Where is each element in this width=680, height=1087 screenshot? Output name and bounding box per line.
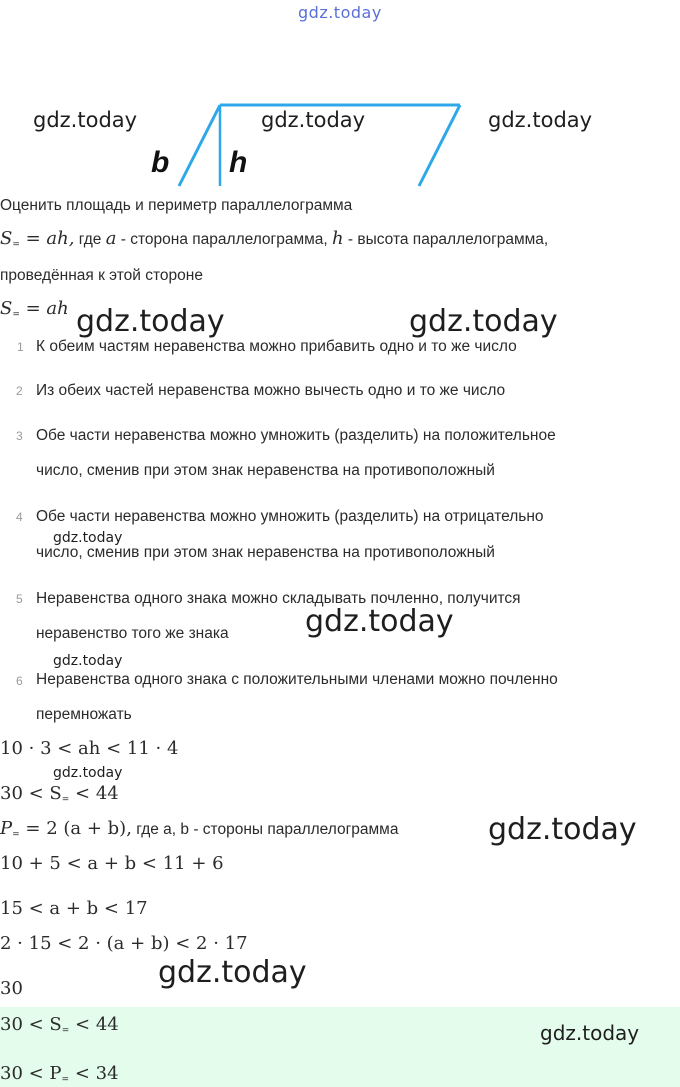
rule-text: число, сменив при этом знак неравенства на противоположный xyxy=(36,544,495,561)
area-desc-1: где xyxy=(74,231,106,248)
area-formula-2-text: = ah xyxy=(25,298,69,319)
rule-number: 1 xyxy=(17,340,24,354)
rule-number: 3 xyxy=(16,429,23,443)
parallelogram-right-side xyxy=(419,105,460,186)
rule-text: Обе части неравенства можно умножить (разделить) на отрицательно xyxy=(36,508,544,525)
math-line-1: 10 · 3 < ah < 11 · 4 xyxy=(0,738,179,759)
label-b: b xyxy=(151,146,170,179)
area-formula-2: $S_=$ = ah xyxy=(0,298,69,320)
watermark: gdz.today xyxy=(33,108,138,132)
watermark: gdz.today xyxy=(158,955,307,990)
rule-text: К обеим частям неравенства можно прибавить одно и то же число xyxy=(36,338,517,355)
watermark: gdz.today xyxy=(488,812,637,847)
rule-text: Неравенства одного знака с положительными членами можно почленно xyxy=(36,671,558,688)
site-logo[interactable]: gdz.today xyxy=(298,3,382,22)
parallelogram-figure xyxy=(0,0,680,200)
area-desc-3: - высота параллелограмма, xyxy=(343,231,549,248)
math-line-5: 15 < a + b < 17 xyxy=(0,898,148,919)
rule-text: Из обеих частей неравенства можно вычесть одно и то же число xyxy=(36,382,506,399)
label-h: h xyxy=(229,146,248,179)
area-symbol: S xyxy=(0,228,13,249)
var-h: h xyxy=(332,228,344,249)
watermark: gdz.today xyxy=(409,304,558,339)
perimeter-line: $P_= = 2$ (a + b), где a, b - стороны параллелограмма xyxy=(0,818,399,840)
result-perimeter-left: 30 < P xyxy=(0,1063,62,1084)
rule-text: неравенство того же знака xyxy=(36,625,229,642)
math-line-4: 10 + 5 < a + b < 11 + 6 xyxy=(0,853,224,874)
rule-text: число, сменив при этом знак неравенства на противоположный xyxy=(36,462,495,479)
watermark: gdz.today xyxy=(53,530,123,546)
rule-number: 4 xyxy=(16,510,23,524)
watermark: gdz.today xyxy=(53,653,123,669)
area-desc-2: - сторона параллелограмма, xyxy=(116,231,332,248)
parallelogram-side-b xyxy=(179,105,220,186)
watermark: gdz.today xyxy=(261,108,366,132)
area-formula: = ah, xyxy=(25,228,75,249)
watermark: gdz.today xyxy=(305,604,454,639)
result-area: $30 < S_= < 44$ xyxy=(0,1014,119,1036)
var-a: a xyxy=(105,228,117,249)
watermark: gdz.today xyxy=(488,108,593,132)
math-line-6: 2 · 15 < 2 · (a + b) < 2 · 17 xyxy=(0,933,248,954)
perimeter-symbol: P xyxy=(0,818,13,839)
result-perimeter-right: < 34 xyxy=(69,1063,119,1084)
math-line-7: 30 xyxy=(0,978,23,999)
result-area-right: < 44 xyxy=(69,1014,119,1035)
area-symbol: S xyxy=(0,298,13,319)
rule-text: Обе части неравенства можно умножить (разделить) на положительное xyxy=(36,427,556,444)
result-area-left: 30 < S xyxy=(0,1014,62,1035)
rule-number: 6 xyxy=(16,674,23,688)
rule-text: перемножать xyxy=(36,706,132,723)
rule-text: Неравенства одного знака можно складывать почленно, получится xyxy=(36,590,521,607)
math-line-2: $30 < S_= < 44$ xyxy=(0,783,119,805)
perimeter-formula: = 2 (a + b), xyxy=(25,818,132,839)
area-formula-line: $S_=$ = ah, где a - сторона параллелограмма, h - высота параллелограмма, xyxy=(0,228,549,250)
rule-number: 2 xyxy=(16,384,23,398)
perimeter-desc: где a, b - стороны параллелограмма xyxy=(131,821,399,838)
task-title: Оценить площадь и периметр параллелограмма xyxy=(0,197,353,214)
math-line-2-left: 30 < S xyxy=(0,783,62,804)
rule-number: 5 xyxy=(16,592,23,606)
result-perimeter: $30 < P_= < 34$ xyxy=(0,1063,119,1085)
watermark: gdz.today xyxy=(76,304,225,339)
math-line-2-right: < 44 xyxy=(69,783,119,804)
watermark: gdz.today xyxy=(53,765,123,781)
watermark: gdz.today xyxy=(540,1021,640,1045)
area-desc-4: проведённая к этой стороне xyxy=(0,267,203,284)
